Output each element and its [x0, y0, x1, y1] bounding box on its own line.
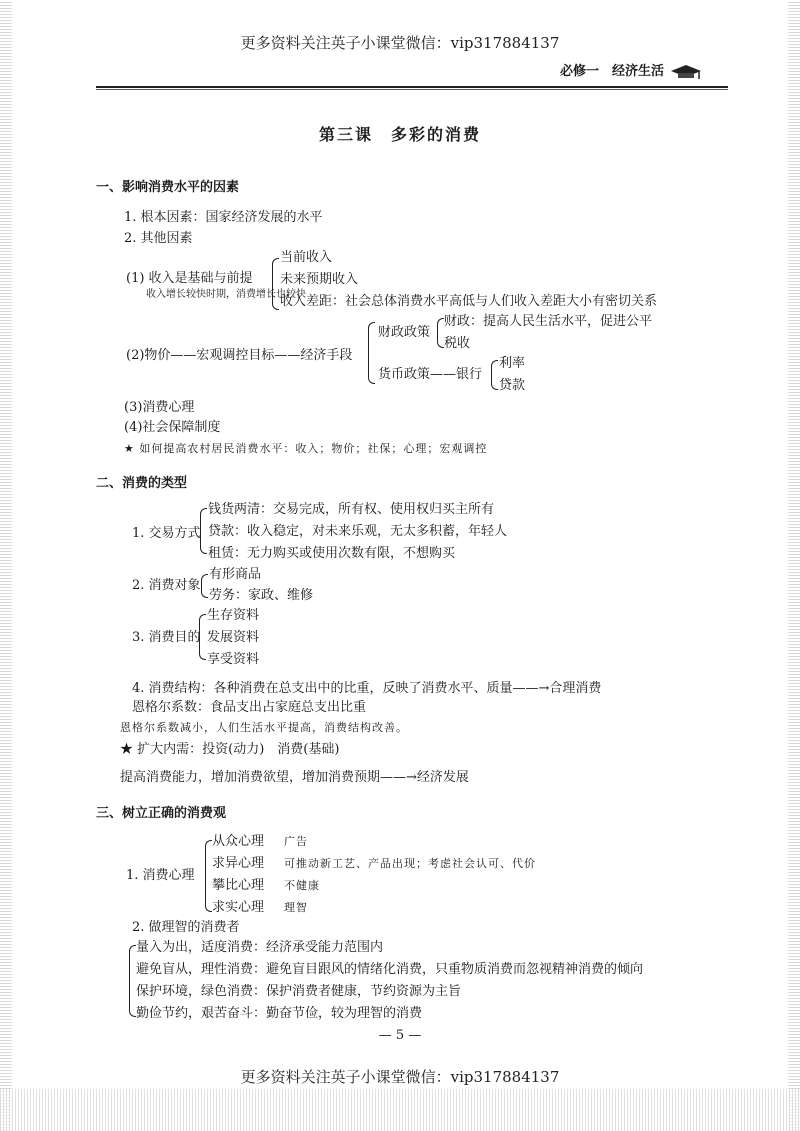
fiscal-policy: 财政政策: [378, 325, 431, 340]
smart-consumer: 2. 做理智的消费者: [132, 920, 240, 935]
fiscal-item-2: 税收: [444, 336, 471, 351]
factor-fundamental: 1. 根本因素：国家经济发展的水平: [124, 210, 323, 225]
psych-practical-note: 理智: [284, 901, 308, 914]
principle-moderate: 量入为出，适度消费：经济承受能力范围内: [136, 940, 384, 955]
transaction-lease: 租赁：无力购买或使用次数有限，不想购买: [208, 546, 456, 561]
object-brace: [201, 574, 208, 598]
psych-conformity: 从众心理: [212, 834, 265, 849]
purpose-development: 发展资料: [207, 630, 260, 645]
economic-brace: [368, 322, 375, 384]
transaction-brace: [200, 508, 207, 554]
section-2-heading: 二、消费的类型: [96, 476, 188, 491]
psychology-label: 1. 消费心理: [126, 868, 195, 883]
transaction-loan: 贷款：收入稳定，对未来乐观，无太多积蓄，年轻人: [208, 524, 508, 539]
purpose-enjoyment: 享受资料: [207, 652, 260, 667]
object-goods: 有形商品: [209, 567, 262, 582]
transaction-cash: 钱货两清：交易完成，所有权、使用权归买主所有: [208, 502, 495, 517]
factor-other: 2. 其他因素: [124, 231, 193, 246]
section-3-heading: 三、树立正确的消费观: [96, 806, 227, 821]
principle-rational: 避免盲从，理性消费：避免盲目跟风的情绪化消费，只重物质消费而忽视精神消费的倾向: [136, 962, 644, 977]
fiscal-item-1: 财政：提高人民生活水平，促进公平: [444, 314, 653, 329]
factor-security: (4)社会保障制度: [124, 420, 221, 435]
principle-green: 保护环境，绿色消费：保护消费者健康，节约资源为主旨: [136, 984, 462, 999]
purpose-brace: [199, 614, 206, 660]
principle-brace: [129, 945, 136, 1017]
book-header-text: 必修一 经济生活: [560, 64, 665, 79]
engel-coefficient: 恩格尔系数：食品支出占家庭总支出比重: [132, 700, 367, 715]
monetary-policy: 货币政策——银行: [378, 367, 483, 382]
consumption-structure: 4. 消费结构：各种消费在总支出中的比重，反映了消费水平、质量——→合理消费: [132, 681, 602, 696]
psych-practical: 求实心理: [212, 900, 265, 915]
purpose-label: 3. 消费目的: [132, 630, 201, 645]
watermark-bottom: 更多资料关注英子小课堂微信：vip317884137: [240, 1068, 560, 1086]
monetary-item-1: 利率: [499, 356, 526, 371]
header-rule: [96, 86, 728, 88]
book-header: [560, 60, 703, 81]
purpose-survival: 生存资料: [207, 608, 260, 623]
object-label: 2. 消费对象: [132, 578, 201, 593]
monetary-item-2: 贷款: [499, 378, 526, 393]
monetary-brace: [491, 360, 498, 390]
object-services: 劳务：家政、维修: [209, 588, 314, 603]
income-gap: 收入差距：社会总体消费水平高低与人们收入差距大小有密切关系: [280, 294, 658, 309]
principle-thrift: 勤俭节约，艰苦奋斗：勤奋节俭，较为理智的消费: [136, 1006, 423, 1021]
income-note: 收入增长较快时期，消费增长也较快: [146, 289, 306, 300]
psych-comparison: 攀比心理: [212, 878, 265, 893]
psych-novelty: 求异心理: [212, 856, 265, 871]
domestic-demand: ★ 扩大内需：投资(动力) 消费(基础): [120, 742, 340, 757]
income-current: 当前收入: [280, 250, 333, 265]
page-title: 第三课 多彩的消费: [318, 125, 481, 144]
graduation-cap-icon: [669, 63, 703, 81]
income-brace: [272, 258, 279, 310]
engel-note: 恩格尔系数减小，人们生活水平提高，消费结构改善。: [120, 721, 408, 734]
psych-comparison-note: 不健康: [284, 879, 320, 892]
price-label: (2)物价——宏观调控目标——经济手段: [126, 348, 353, 363]
header-rule-thin: [96, 89, 728, 90]
transaction-label: 1. 交易方式: [132, 526, 201, 541]
page-number: — 5 —: [378, 1028, 422, 1043]
scan-noise-right: [788, 0, 800, 1131]
psychology-brace: [205, 840, 212, 912]
psych-conformity-note: 广告: [284, 835, 308, 848]
rural-note: ★ 如何提高农村居民消费水平：收入；物价；社保；心理；宏观调控: [124, 442, 488, 455]
income-expected: 未来预期收入: [280, 272, 359, 287]
scan-noise-bottom: [0, 1089, 800, 1131]
scan-noise-left: [0, 0, 12, 1131]
psych-novelty-note: 可推动新工艺、产品出现；考虑社会认可、代价: [284, 857, 536, 870]
fiscal-brace: [437, 318, 444, 348]
economic-development-line: 提高消费能力，增加消费欲望，增加消费预期——→经济发展: [120, 770, 469, 785]
income-label: (1) 收入是基础与前提: [126, 271, 253, 286]
section-1-heading: 一、影响消费水平的因素: [96, 180, 240, 195]
watermark-top: 更多资料关注英子小课堂微信：vip317884137: [240, 34, 560, 52]
factor-psychology: (3)消费心理: [124, 400, 195, 415]
